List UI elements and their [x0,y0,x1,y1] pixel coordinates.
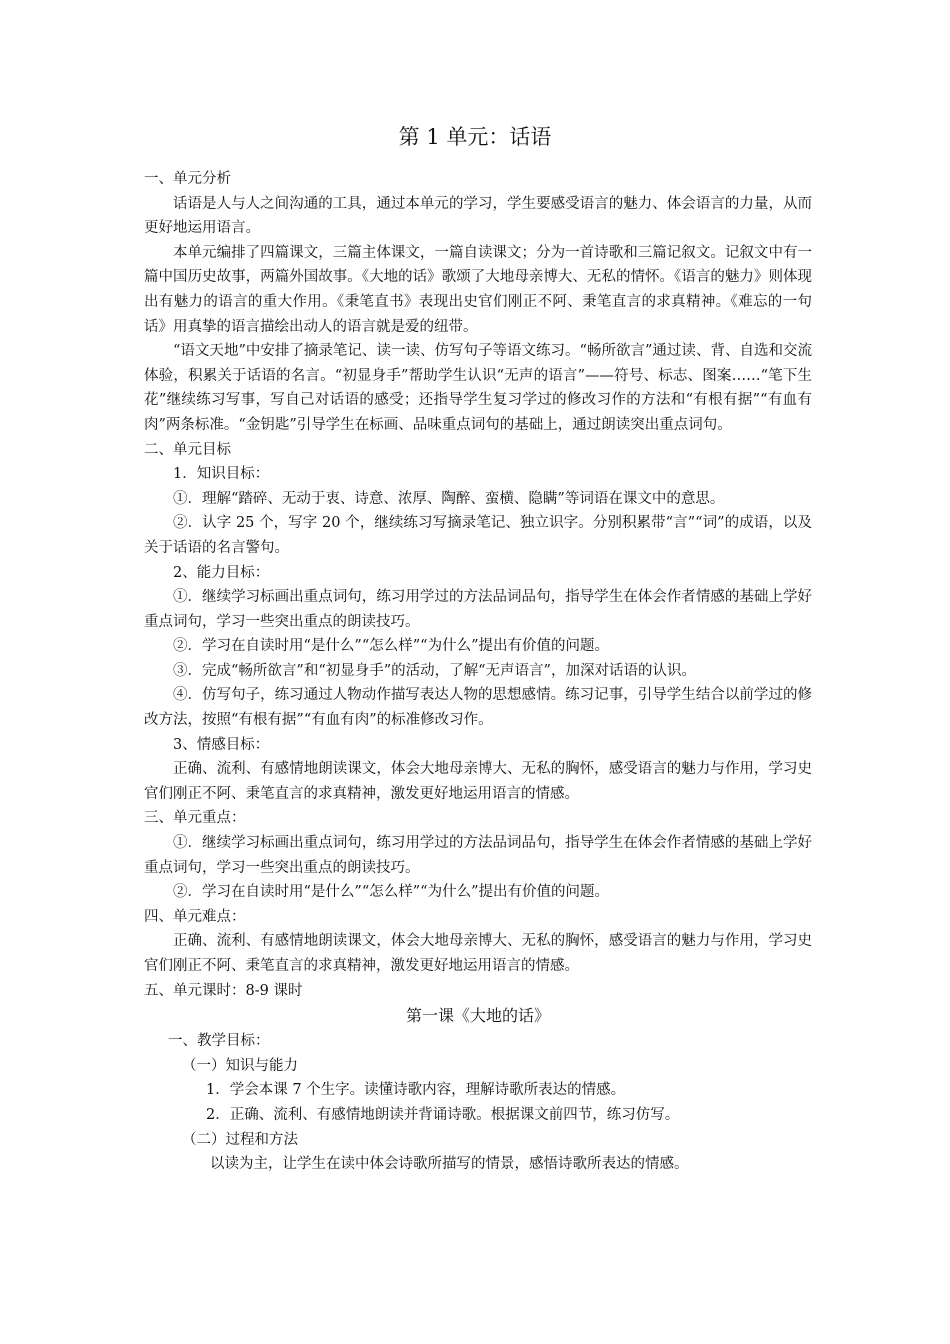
list-item: ①．理解“踏碎、无动于衷、诗意、浓厚、陶醉、蛮横、隐瞒”等词语在课文中的意思。 [173,490,725,507]
document-body [144,167,812,1177]
paragraph: 本单元编排了四篇课文，三篇主体课文，一篇自读课文；分为一首诗歌和三篇记叙文。记叙文中有一篇中国历史故事，两篇外国故事。《大地的话》歌颂了大地母亲博大、无私的情怀。《语言的魅力》则体现出有魅力的语言的重大作用。《秉笔直书》表现出史官们刚正不阿、秉笔直言的求真精神。《难忘的一句话》用真挚的语言描绘出动人的语言就是爱的纽带。 [144,244,812,335]
section-heading: 一、单元分析 [144,171,231,187]
lesson-part-label: （二）过程和方法 [182,1131,298,1148]
lesson-item: 1．学会本课 7 个生字。读懂诗歌内容，理解诗歌所表达的情感。 [206,1082,626,1099]
section-heading: 三、单元重点： [144,810,246,827]
list-item: ①．继续学习标画出重点词句，练习用学过的方法品词品句，指导学生在体会作者情感的基础上学好重点词句，学习一些突出重点的朗读技巧。 [144,835,812,876]
list-item: ④．仿写句子，练习通过人物动作描写表达人物的思想感情。练习记事，引导学生结合以前学过的修改方法，按照“有根有据”“有血有肉”的标准修改习作。 [144,687,812,729]
lesson-item: 2．正确、流利、有感情地朗读并背诵诗歌。根据课文前四节，练习仿写。 [206,1106,680,1123]
subsection-label: 3、情感目标： [173,736,270,753]
lesson-title: 第一课《大地的话》 [405,1006,550,1026]
page-title: 第 1 单元：话语 [398,125,552,149]
paragraph: 话语是人与人之间沟通的工具，通过本单元的学习，学生要感受语言的魅力、体会语言的力量，从而更好地运用语言。 [144,195,812,237]
list-item: ②．学习在自读时用“是什么”“怎么样”“为什么”提出有价值的问题。 [173,884,609,901]
list-item: ①．继续学习标画出重点词句，练习用学过的方法品词品句，指导学生在体会作者情感的基础上学好重点词句，学习一些突出重点的朗读技巧。 [144,589,812,630]
lesson-heading: 一、教学目标： [168,1033,270,1050]
paragraph: “语文天地”中安排了摘录笔记、读一读、仿写句子等语文练习。“畅所欲言”通过读、背、自选和交流体验，积累关于话语的名言。“初显身手”帮助学生认识“无声的语言”——符号、标志、图案……“笔下生花”继续练习写事，写自己对话语的感受；还指导学生复习学过的修改习作的方法和“有根有据”“有血有肉”两条标准。“金钥匙”引导学生在标画、品味重点词句的基础上，通过朗读突出重点词句。 [144,343,812,433]
list-item: ③．完成“畅所欲言”和“初显身手”的活动，了解“无声语言”，加深对话语的认识。 [173,662,696,679]
section-heading: 五、单元课时：8-9 课时 [144,982,303,999]
lesson-item: 以读为主，让学生在读中体会诗歌所描写的情景，感悟诗歌所表达的情感。 [210,1156,689,1173]
paragraph: 正确、流利、有感情地朗读课文，体会大地母亲博大、无私的胸怀，感受语言的魅力与作用，学习史官们刚正不阿、秉笔直言的求真精神，激发更好地运用语言的情感。 [144,933,812,974]
lesson-part-label: （一）知识与能力 [182,1057,298,1074]
list-item: ②．认字 25 个，写字 20 个，继续练习写摘录笔记、独立识字。分别积累带“言”“词”的成语，以及关于话语的名言警句。 [144,515,812,556]
subsection-label: 2、能力目标： [173,564,270,581]
subsection-label: 1．知识目标： [173,466,270,483]
section-heading: 四、单元难点： [144,908,246,925]
section-heading: 二、单元目标 [144,441,231,458]
list-item: ②．学习在自读时用“是什么”“怎么样”“为什么”提出有价值的问题。 [173,638,609,655]
paragraph: 正确、流利、有感情地朗读课文，体会大地母亲博大、无私的胸怀，感受语言的魅力与作用，学习史官们刚正不阿、秉笔直言的求真精神，激发更好地运用语言的情感。 [144,761,812,802]
